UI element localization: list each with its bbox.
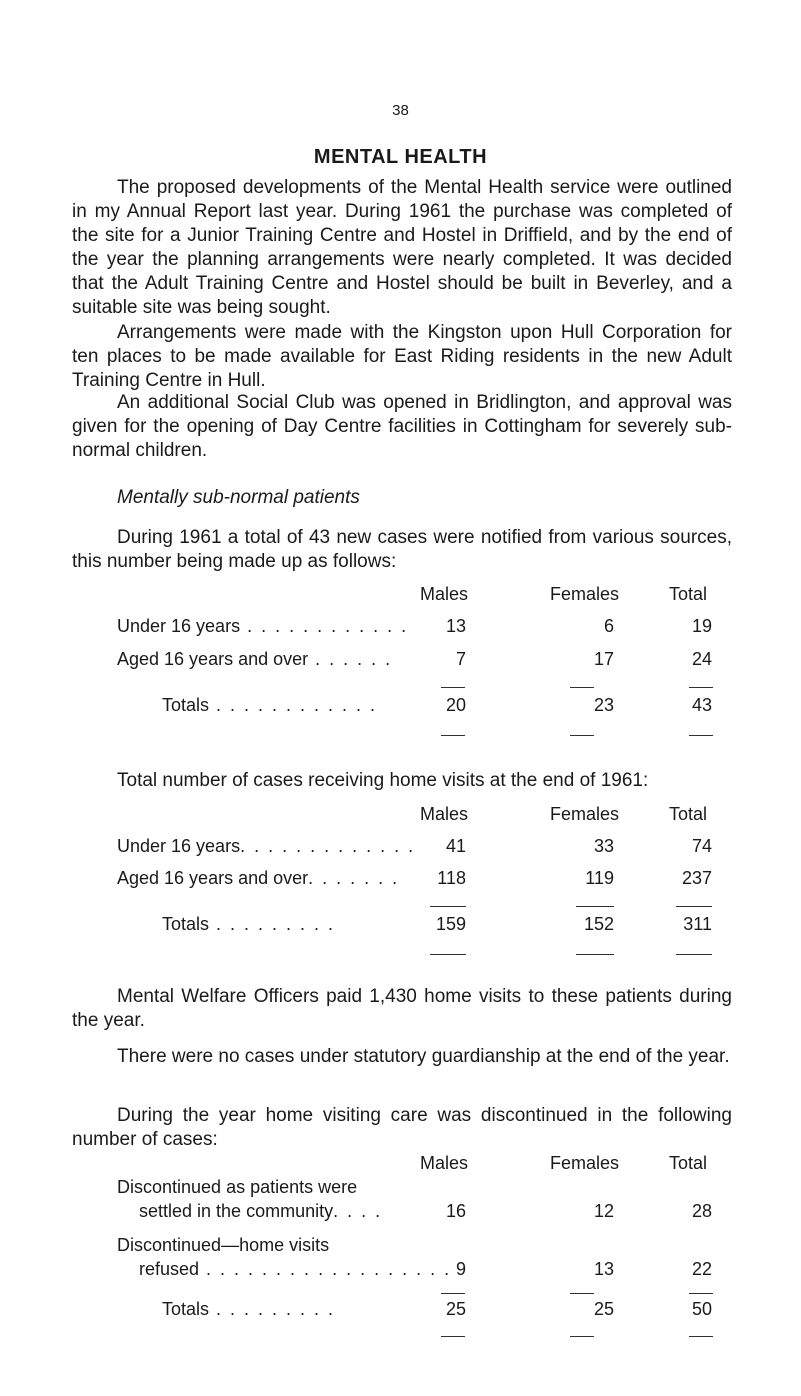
paragraph-guardianship: There were no cases under statutory guardianship at the end of the year.	[117, 1046, 730, 1067]
intro-new-cases: During 1961 a total of 43 new cases were notified from various sources, this number being made up as follows:	[72, 527, 732, 572]
table-row	[0, 1235, 801, 1259]
header-total: Total	[669, 804, 708, 824]
cell-total: 74	[691, 836, 712, 856]
header-females: Females	[550, 804, 620, 824]
row-label: Under 16 years. . . . . . . . . . . . .	[117, 836, 416, 856]
header-females: Females	[550, 1153, 620, 1173]
table-row	[0, 649, 801, 673]
header-females: Females	[550, 584, 620, 604]
table-row	[0, 616, 801, 640]
rule	[570, 1336, 594, 1337]
table-row	[0, 1201, 801, 1225]
rule	[441, 735, 465, 736]
table-totals-row	[0, 1299, 801, 1323]
cell-males: 20	[445, 695, 466, 715]
table-totals-row	[0, 695, 801, 719]
totals-label: Totals . . . . . . . . .	[162, 914, 336, 934]
cell-females: 152	[583, 914, 614, 934]
intro-discontinued: During the year home visiting care was discontinued in the following number of cases:	[72, 1105, 732, 1150]
section-title: MENTAL HEALTH	[313, 146, 488, 168]
cell-females: 17	[593, 649, 614, 669]
paragraph-social-club: An additional Social Club was opened in Bridlington, and approval was given for the opening of Day Centre facilities in Cottingham for severely sub-normal children.	[72, 392, 732, 461]
cell-females: 23	[593, 695, 614, 715]
page-number: 38	[392, 102, 409, 119]
rule	[441, 1293, 465, 1294]
table-row	[0, 868, 801, 892]
cell-males: 13	[445, 616, 466, 636]
cell-total: 28	[691, 1201, 712, 1221]
header-males: Males	[420, 1153, 469, 1173]
rule	[676, 906, 712, 907]
rule	[689, 687, 713, 688]
cell-males: 118	[437, 868, 466, 888]
row-label: refused . . . . . . . . . . . . . . . . . .	[139, 1259, 452, 1279]
paragraph-hull-corporation: Arrangements were made with the Kingston upon Hull Corporation for ten places to be made available for East Riding residents in the new Adult Training Centre in Hull.	[72, 322, 732, 391]
cell-males: 9	[455, 1259, 466, 1279]
cell-total: 24	[691, 649, 712, 669]
row-label-line1: Discontinued as patients were	[117, 1177, 358, 1197]
cell-females: 119	[585, 868, 614, 888]
cell-females: 6	[603, 616, 614, 636]
table-row	[0, 1259, 801, 1283]
cell-total: 43	[691, 695, 712, 715]
rule	[441, 1336, 465, 1337]
row-label-line1: Discontinued—home visits	[117, 1235, 330, 1255]
cell-total: 311	[683, 914, 712, 934]
cell-females: 25	[593, 1299, 614, 1319]
cell-males: 7	[455, 649, 466, 669]
cell-total: 237	[681, 868, 712, 888]
cell-males: 16	[445, 1201, 466, 1221]
table-totals-row	[0, 914, 801, 938]
header-males: Males	[420, 804, 469, 824]
paragraph-developments: The proposed developments of the Mental Health service were outlined in my Annual Report last year. During 1961 the purchase was completed of the site for a Junior Training Centre and Hostel in Driffield, and by the end of the year the planning arrangements were nearly completed. It was decided that the Adult Training Centre and Hostel should be built in Beverley, and a suitable site was being sought.	[72, 177, 732, 318]
table-row	[0, 1177, 801, 1201]
cell-total: 19	[691, 616, 712, 636]
cell-females: 33	[593, 836, 614, 856]
cell-males: 25	[445, 1299, 466, 1319]
cell-males: 41	[445, 836, 466, 856]
rule	[430, 954, 466, 955]
rule	[576, 954, 614, 955]
table-row	[0, 836, 801, 860]
cell-females: 13	[593, 1259, 614, 1279]
rule	[570, 735, 594, 736]
rule	[570, 687, 594, 688]
cell-total: 50	[691, 1299, 712, 1319]
row-label: settled in the community. . . .	[139, 1201, 383, 1221]
header-males: Males	[420, 584, 469, 604]
header-total: Total	[669, 1153, 708, 1173]
header-total: Total	[669, 584, 708, 604]
row-label: Under 16 years . . . . . . . . . . . .	[117, 616, 409, 636]
rule	[689, 1293, 713, 1294]
totals-label: Totals . . . . . . . . .	[162, 1299, 336, 1319]
intro-home-visits: Total number of cases receiving home visits at the end of 1961:	[117, 770, 649, 791]
rule	[430, 906, 466, 907]
row-label: Aged 16 years and over . . . . . .	[117, 649, 393, 669]
rule	[570, 1293, 594, 1294]
rule	[689, 735, 713, 736]
rule	[676, 954, 712, 955]
paragraph-welfare-visits: Mental Welfare Officers paid 1,430 home visits to these patients during the year.	[72, 986, 732, 1031]
cell-total: 22	[691, 1259, 712, 1279]
rule	[441, 687, 465, 688]
cell-females: 12	[593, 1201, 614, 1221]
subheading-subnormal-patients: Mentally sub-normal patients	[117, 487, 360, 508]
totals-label: Totals . . . . . . . . . . . .	[162, 695, 378, 715]
row-label: Aged 16 years and over. . . . . . .	[117, 868, 400, 888]
rule	[689, 1336, 713, 1337]
rule	[576, 906, 614, 907]
cell-males: 159	[435, 914, 466, 934]
